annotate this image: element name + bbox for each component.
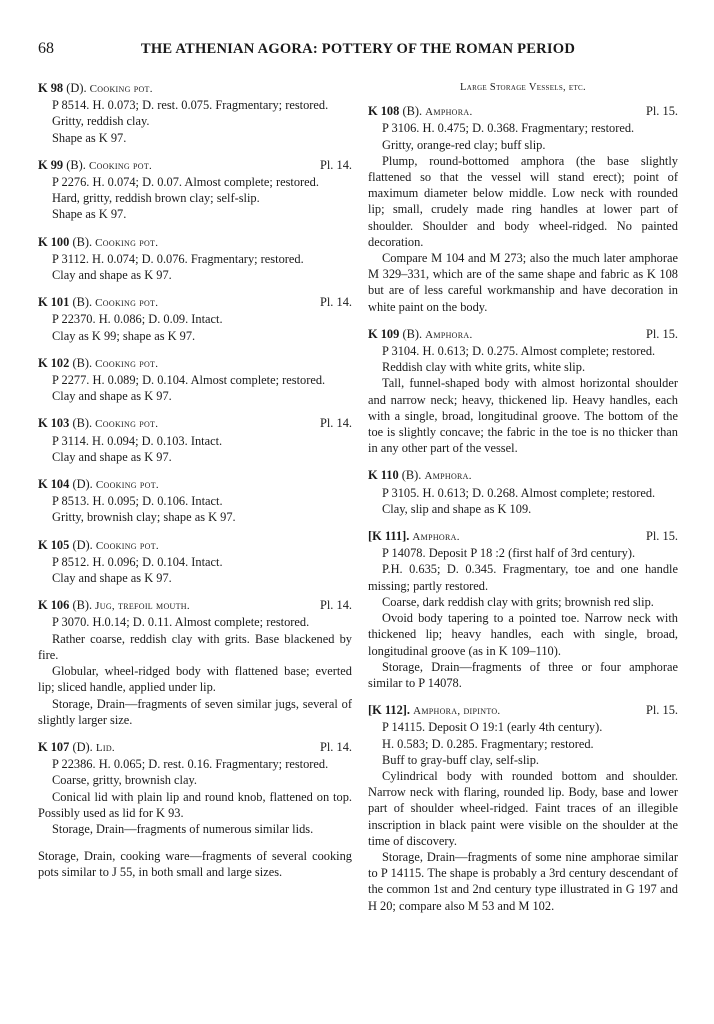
entry-heading: [38, 294, 352, 311]
catalog-number: K 110: [368, 468, 399, 483]
entry-text: Buff to gray-buff clay, self-slip.: [382, 752, 540, 767]
catalog-entry: [38, 476, 352, 526]
entry-text: Ovoid body tapering to a pointed toe. Narrow neck with thickened lip; heavy handles, each with single, broad, longitudinal groove (as in K 109–110).: [368, 611, 678, 658]
entry-text: Shape as K 97.: [52, 130, 127, 145]
catalog-number: K 108: [368, 104, 400, 119]
section-heading: Large Storage Vessels, etc.: [460, 82, 586, 93]
entry-text: P 3114. H. 0.094; D. 0.103. Intact.: [52, 433, 223, 448]
catalog-number: K 103: [38, 416, 70, 431]
closing-note: Storage, Drain, cooking ware—fragments of several cooking pots similar to J 55, in both small and large sizes.: [38, 849, 352, 880]
plate-reference: Pl. 14.: [319, 416, 352, 431]
entry-heading: [368, 702, 678, 719]
catalog-entry: [38, 80, 352, 146]
catalog-number: K 101: [38, 295, 70, 310]
catalog-entry: [38, 537, 352, 587]
left-column: [38, 80, 352, 893]
catalog-entry: [368, 326, 678, 457]
entry-heading: [368, 528, 678, 545]
entry-text: P 3105. H. 0.613; D. 0.268. Almost complete; restored.: [382, 485, 656, 500]
right-column: [368, 80, 678, 925]
entry-text: Clay and shape as K 97.: [52, 449, 172, 464]
catalog-number: [K 111].: [368, 529, 410, 544]
entry-text: Rather coarse, reddish clay with grits. Base blackened by fire.: [38, 631, 352, 662]
plate-reference: Pl. 14.: [319, 598, 352, 613]
entry-heading: [38, 80, 352, 97]
entry-text: P 3112. H. 0.074; D. 0.076. Fragmentary; restored.: [52, 251, 304, 266]
vessel-type: Amphora.: [425, 106, 473, 119]
entry-text: H. 0.583; D. 0.285. Fragmentary; restored.: [382, 736, 594, 751]
catalog-number: K 100: [38, 234, 70, 249]
plate-reference: Pl. 15.: [645, 529, 678, 544]
entry-heading: [368, 467, 678, 484]
catalog-number: K 109: [368, 326, 400, 341]
plate-reference: Pl. 15.: [645, 104, 678, 119]
catalog-number: K 107: [38, 739, 70, 754]
deposit-code: (B).: [401, 468, 422, 483]
vessel-type: Cooking pot.: [88, 159, 153, 172]
entry-text: Gritty, brownish clay; shape as K 97.: [52, 510, 236, 525]
page-number: 68: [38, 40, 54, 57]
vessel-type: Amphora.: [424, 470, 472, 483]
catalog-number: K 98: [38, 81, 64, 95]
plate-reference: Pl. 15.: [645, 326, 678, 341]
catalog-entry: [38, 739, 352, 837]
deposit-code: (B).: [402, 104, 423, 119]
deposit-code: (D).: [72, 739, 93, 754]
entry-text: P 8513. H. 0.095; D. 0.106. Intact.: [52, 494, 223, 509]
plate-reference: Pl. 14.: [319, 295, 352, 310]
plate-reference: Pl. 14.: [319, 739, 352, 754]
entry-heading: [38, 537, 352, 554]
vessel-type: Cooking pot.: [95, 236, 159, 249]
catalog-entry: [38, 294, 352, 344]
entry-text: Gritty, reddish clay.: [52, 114, 150, 129]
entry-text: Storage, Drain—fragments of some nine amphorae similar to P 14115. The shape is probably a 3rd century descendant of the common 1st and 2nd century type illustrated in G 197 and H 20; compare also M 53 and M 102.: [368, 849, 678, 913]
vessel-type: Cooking pot.: [95, 479, 159, 492]
entry-text: Clay, slip and shape as K 109.: [382, 501, 532, 516]
entry-heading: [368, 326, 678, 343]
vessel-type: Amphora.: [412, 531, 460, 544]
vessel-type: Amphora, dipinto.: [413, 705, 501, 718]
entry-text: P 3106. H. 0.475; D. 0.368. Fragmentary; restored.: [382, 121, 635, 136]
entry-heading: [38, 597, 352, 614]
plate-reference: Pl. 15.: [645, 703, 678, 718]
deposit-code: (B).: [72, 234, 93, 249]
entry-text: Coarse, gritty, brownish clay.: [52, 773, 197, 788]
catalog-entry: [368, 528, 678, 691]
entry-text: Storage, Drain—fragments of three or four amphorae similar to P 14078.: [368, 659, 678, 690]
entry-text: Conical lid with plain lip and round knob, flattened on top. Possibly used as lid for K 93.: [38, 789, 352, 820]
deposit-code: (B).: [72, 598, 93, 613]
entry-text: Clay as K 99; shape as K 97.: [52, 328, 196, 343]
deposit-code: (D).: [72, 477, 93, 492]
catalog-number: K 102: [38, 355, 70, 370]
catalog-entry: [38, 355, 352, 405]
deposit-code: (B).: [402, 326, 423, 341]
entry-heading: [368, 103, 678, 120]
entry-text: P 22370. H. 0.086; D. 0.09. Intact.: [52, 312, 223, 327]
page-header: [38, 40, 678, 64]
entry-heading: [38, 355, 352, 372]
vessel-type: Cooking pot.: [95, 357, 159, 370]
entry-text: P 2276. H. 0.074; D. 0.07. Almost complete; restored.: [52, 175, 319, 190]
catalog-entry: [368, 467, 678, 517]
entry-text: Compare M 104 and M 273; also the much later amphorae M 329–331, which are of the same shape and fabric as K 108 but are of less careful workmanship and have decoration in white paint on the body.: [368, 251, 678, 314]
running-title: THE ATHENIAN AGORA: POTTERY OF THE ROMAN PERIOD: [140, 41, 576, 57]
entry-text: Tall, funnel-shaped body with almost horizontal shoulder and narrow neck; heavy, thickened lip. Heavy handles, each with a single, broad, longitudinal groove. The bottom of the toe is slightly concave; the fabric in the toe is no thicker than in any other part of the vessel.: [368, 376, 678, 456]
entry-text: Shape as K 97.: [52, 207, 127, 222]
entry-heading: [38, 739, 352, 756]
vessel-type: Cooking pot.: [95, 539, 159, 552]
entry-text: P 3104. H. 0.613; D. 0.275. Almost complete; restored.: [382, 344, 656, 359]
entry-text: Plump, round-bottomed amphora (the base slightly flattened so that the vessel will stand erect); point of maximum diameter below middle. Low neck with rounded lip; small, crudely made ring handles at lower part of shoulder. Shoulder and body wheel-ridged. No painted decoration.: [368, 153, 678, 249]
deposit-code: (B).: [72, 295, 93, 310]
deposit-code: (D).: [66, 81, 87, 95]
vessel-type: Lid.: [95, 741, 115, 754]
entry-text: Cylindrical body with rounded bottom and shoulder. Narrow neck with flaring, rounded lip. Body, base and lower part of shoulder wheel-ridged. Faint traces of an illegible inscription in black paint were visible on the shoulder at the time of discovery.: [368, 768, 678, 848]
catalog-number: K 99: [38, 157, 64, 172]
plate-reference: Pl. 14.: [319, 157, 352, 172]
entry-text: P.H. 0.635; D. 0.345. Fragmentary, toe and one handle missing; partly restored.: [368, 562, 678, 593]
catalog-entry: [38, 157, 352, 223]
vessel-type: Cooking pot.: [95, 297, 159, 310]
catalog-entry: [38, 415, 352, 465]
entry-text: Hard, gritty, reddish brown clay; self-slip.: [52, 191, 260, 206]
catalog-entry: [38, 234, 352, 284]
entry-heading: [38, 157, 352, 174]
catalog-entry: [368, 702, 678, 914]
vessel-type: Amphora.: [425, 328, 473, 341]
entry-text: P 2277. H. 0.089; D. 0.104. Almost complete; restored.: [52, 373, 326, 388]
entry-text: P 14115. Deposit O 19:1 (early 4th century).: [382, 720, 603, 735]
entry-heading: [38, 476, 352, 493]
entry-text: Reddish clay with white grits, white slip.: [382, 360, 586, 375]
catalog-number: K 106: [38, 598, 70, 613]
entry-text: Clay and shape as K 97.: [52, 389, 172, 404]
catalog-number: K 104: [38, 477, 70, 492]
entry-text: P 14078. Deposit P 18 :2 (first half of 3rd century).: [382, 546, 636, 561]
vessel-type: Cooking pot.: [95, 418, 159, 431]
entry-heading: [38, 234, 352, 251]
deposit-code: (D).: [72, 537, 93, 552]
vessel-type: Jug, trefoil mouth.: [95, 600, 190, 613]
deposit-code: (B).: [72, 355, 93, 370]
entry-text: Gritty, orange-red clay; buff slip.: [382, 137, 546, 152]
entry-text: Storage, Drain—fragments of seven similar jugs, several of slightly larger size.: [38, 696, 352, 727]
deposit-code: (B).: [72, 416, 93, 431]
entry-text: Coarse, dark reddish clay with grits; brownish red slip.: [382, 594, 654, 609]
entry-text: Globular, wheel-ridged body with flattened base; everted lip; sliced handle, applied under lip.: [38, 664, 352, 695]
catalog-number: [K 112].: [368, 703, 410, 718]
entry-text: Storage, Drain—fragments of numerous similar lids.: [52, 821, 314, 836]
deposit-code: (B).: [66, 157, 86, 172]
entry-text: P 22386. H. 0.065; D. rest. 0.16. Fragmentary; restored.: [52, 757, 329, 772]
entry-heading: [38, 415, 352, 432]
entry-text: Clay and shape as K 97.: [52, 571, 172, 586]
entry-text: Clay and shape as K 97.: [52, 268, 172, 283]
catalog-entry: [368, 103, 678, 315]
vessel-type: Cooking pot.: [89, 83, 153, 95]
entry-text: P 8514. H. 0.073; D. rest. 0.075. Fragmentary; restored.: [52, 98, 329, 113]
catalog-number: K 105: [38, 537, 70, 552]
catalog-entry: [38, 597, 352, 728]
entry-text: P 3070. H.0.14; D. 0.11. Almost complete; restored.: [52, 615, 310, 630]
entry-text: P 8512. H. 0.096; D. 0.104. Intact.: [52, 554, 223, 569]
